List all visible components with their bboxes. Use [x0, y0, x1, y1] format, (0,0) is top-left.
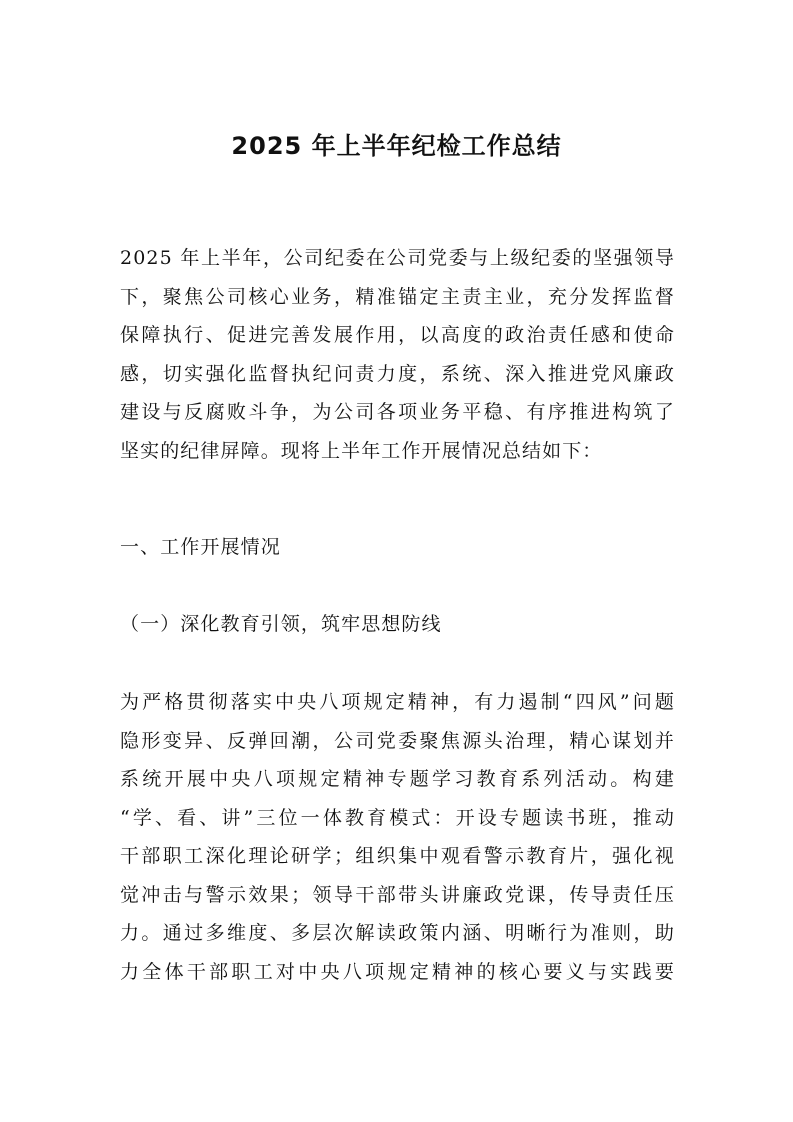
body-line: 力。通过多维度、多层次解读政策内涵、明晰行为准则，助 — [120, 922, 675, 944]
subsection-heading: （一）深化教育引领，筑牢思想防线 — [120, 613, 442, 635]
body-line: “学、看、讲”三位一体教育模式：开设专题读书班，推动 — [120, 806, 675, 829]
intro-line: 建设与反腐败斗争，为公司各项业务平稳、有序推进构筑了 — [120, 401, 675, 423]
intro-line: 感，切实强化监督执纪问责力度，系统、深入推进党风廉政 — [120, 362, 675, 385]
body-line: 觉冲击与警示效果；领导干部带头讲廉政党课，传导责任压 — [120, 883, 675, 906]
intro-line: 下，聚焦公司核心业务，精准锚定主责主业，充分发挥监督 — [120, 285, 675, 308]
body-line: 隐形变异、反弹回潮，公司党委聚焦源头治理，精心谋划并 — [120, 729, 675, 752]
body-line: 为严格贯彻落实中央八项规定精神，有力遏制“四风”问题 — [120, 691, 675, 713]
intro-line: 保障执行、促进完善发展作用，以高度的政治责任感和使命 — [120, 324, 675, 346]
section-heading: 一、工作开展情况 — [120, 536, 281, 558]
intro-paragraph — [120, 239, 675, 470]
intro-line: 2025 年上半年，公司纪委在公司党委与上级纪委的坚强领导 — [120, 247, 675, 269]
body-paragraph — [120, 683, 675, 991]
body-line: 系统开展中央八项规定精神专题学习教育系列活动。构建 — [120, 768, 675, 790]
intro-line: 坚实的纪律屏障。现将上半年工作开展情况总结如下： — [120, 439, 603, 462]
body-line: 力全体干部职工对中央八项规定精神的核心要义与实践要 — [120, 960, 675, 983]
body-line: 干部职工深化理论研学；组织集中观看警示教育片，强化视 — [120, 845, 675, 867]
document-title: 2025 年上半年纪检工作总结 — [231, 132, 562, 160]
